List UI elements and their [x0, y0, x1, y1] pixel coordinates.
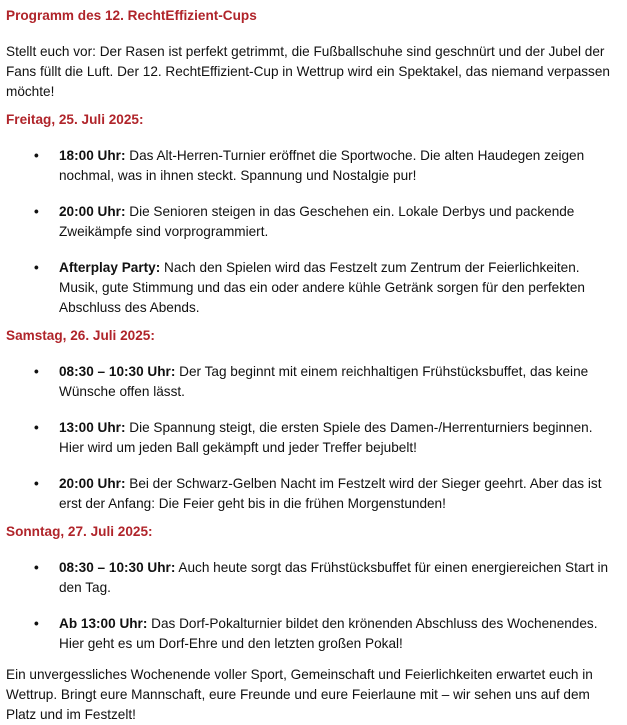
- event-description: Die Senioren steigen in das Geschehen ein. Lokale Derbys und packende Zweikämpfe sind vorprogrammiert.: [59, 204, 575, 239]
- event-item: [6, 258, 619, 318]
- event-time: 18:00 Uhr:: [59, 148, 126, 163]
- event-description: Bei der Schwarz-Gelben Nacht im Festzelt wird der Sieger geehrt. Aber das ist erst der Anfang: Die Feier geht bis in die frühen Morgenstunden!: [59, 476, 602, 511]
- event-list-sunday: [6, 558, 619, 654]
- event-item: [6, 202, 619, 242]
- day-section-friday: [6, 110, 619, 318]
- event-item: [6, 558, 619, 598]
- bullet-icon: •: [34, 260, 39, 275]
- event-list-friday: [6, 146, 619, 318]
- day-section-sunday: [6, 522, 619, 654]
- event-time: 08:30 – 10:30 Uhr:: [59, 364, 176, 379]
- event-description: Das Alt-Herren-Turnier eröffnet die Sportwoche. Die alten Haudegen zeigen nochmal, was in ihnen steckt. Spannung und Nostalgie pur!: [59, 148, 585, 183]
- bullet-icon: •: [34, 204, 39, 219]
- event-item: [6, 146, 619, 186]
- event-description: Die Spannung steigt, die ersten Spiele des Damen-/Herrenturniers beginnen. Hier wird um jeden Ball gekämpft und jeder Treffer bejubelt!: [59, 420, 593, 455]
- event-item: [6, 614, 619, 654]
- event-time: 20:00 Uhr:: [59, 204, 126, 219]
- closing-paragraph: Ein unvergessliches Wochenende voller Sport, Gemeinschaft und Feierlichkeiten erwartet euch in Wettrup. Bringt eure Mannschaft, eure Freunde und eure Feierlaune mit – wir sehen uns auf dem Platz und im Festzelt!: [6, 667, 593, 722]
- event-time: Ab 13:00 Uhr:: [59, 616, 148, 631]
- bullet-icon: •: [34, 476, 39, 491]
- event-time: 13:00 Uhr:: [59, 420, 126, 435]
- event-time: 08:30 – 10:30 Uhr:: [59, 560, 176, 575]
- bullet-icon: •: [34, 560, 39, 575]
- event-item: [6, 418, 619, 458]
- bullet-icon: •: [34, 420, 39, 435]
- event-item: [6, 474, 619, 514]
- bullet-icon: •: [34, 364, 39, 379]
- event-description: Das Dorf-Pokalturnier bildet den krönenden Abschluss des Wochenendes. Hier geht es um Dorf-Ehre und den letzten großen Pokal!: [59, 616, 598, 651]
- day-heading-sunday: Sonntag, 27. Juli 2025:: [6, 524, 153, 539]
- document-title: Programm des 12. RechtEffizient-Cups: [6, 8, 257, 23]
- event-item: [6, 362, 619, 402]
- intro-paragraph: Stellt euch vor: Der Rasen ist perfekt getrimmt, die Fußballschuhe sind geschnürt und der Jubel der Fans füllt die Luft. Der 12. RechtEffizient-Cup in Wettrup wird ein Spektakel, das niemand verpassen möchte!: [6, 44, 610, 99]
- event-description: Auch heute sorgt das Frühstücksbuffet für einen energiereichen Start in den Tag.: [59, 560, 609, 595]
- day-section-saturday: [6, 326, 619, 514]
- event-list-saturday: [6, 362, 619, 514]
- event-time: Afterplay Party:: [59, 260, 161, 275]
- day-heading-saturday: Samstag, 26. Juli 2025:: [6, 328, 155, 343]
- bullet-icon: •: [34, 148, 39, 163]
- day-heading-friday: Freitag, 25. Juli 2025:: [6, 112, 144, 127]
- bullet-icon: •: [34, 616, 39, 631]
- event-description: Der Tag beginnt mit einem reichhaltigen Frühstücksbuffet, das keine Wünsche offen lässt.: [59, 364, 589, 399]
- event-time: 20:00 Uhr:: [59, 476, 126, 491]
- event-description: Nach den Spielen wird das Festzelt zum Zentrum der Feierlichkeiten. Musik, gute Stimmung und das ein oder andere kühle Getränk sorgen für den perfekten Abschluss des Abends.: [59, 260, 585, 315]
